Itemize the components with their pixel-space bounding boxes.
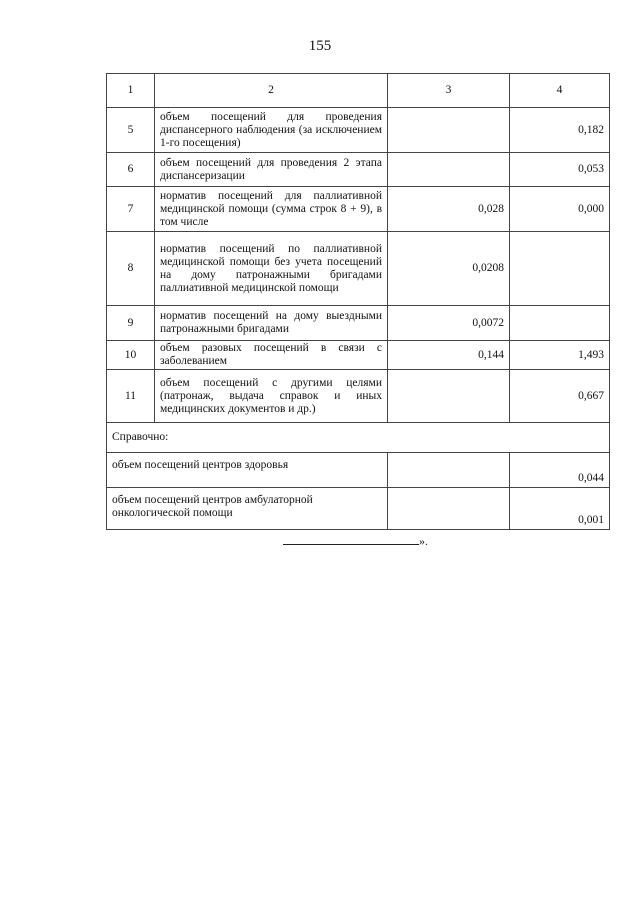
row-value-col4: 0,182 <box>510 108 610 153</box>
closing-line <box>283 534 428 549</box>
row-value-col3: 0,028 <box>388 187 510 232</box>
table-row <box>107 306 610 341</box>
row-value-col3 <box>388 153 510 187</box>
row-description: объем посещений для проведения диспансерного наблюдения (за исключением 1-го посещения) <box>155 108 388 153</box>
row-number: 6 <box>107 153 155 187</box>
row-number: 11 <box>107 370 155 423</box>
table-row <box>107 232 610 306</box>
table-row <box>107 341 610 370</box>
row-description: норматив посещений для паллиативной медицинской помощи (сумма строк 8 + 9), в том числе <box>155 187 388 232</box>
row-description: норматив посещений на дому выездными патронажными бригадами <box>155 306 388 341</box>
row-description: объем посещений для проведения 2 этапа диспансеризации <box>155 153 388 187</box>
reference-value-col3 <box>388 453 510 488</box>
row-number: 9 <box>107 306 155 341</box>
reference-value-col4: 0,044 <box>510 453 610 488</box>
reference-row <box>107 453 610 488</box>
row-value-col4: 0,667 <box>510 370 610 423</box>
header-cell-1: 1 <box>107 74 155 108</box>
reference-value-col3 <box>388 488 510 530</box>
reference-description: объем посещений центров амбулаторной онкологической помощи <box>107 488 388 530</box>
table-row <box>107 187 610 232</box>
table-row <box>107 153 610 187</box>
row-description: объем посещений с другими целями (патронаж, выдача справок и иных медицинских документов и др.) <box>155 370 388 423</box>
reference-description: объем посещений центров здоровья <box>107 453 388 488</box>
row-description: объем разовых посещений в связи с заболеванием <box>155 341 388 370</box>
row-value-col4: 1,493 <box>510 341 610 370</box>
reference-value-col4: 0,001 <box>510 488 610 530</box>
reference-label: Справочно: <box>107 423 610 453</box>
row-value-col4 <box>510 232 610 306</box>
closing-quote: ». <box>419 534 428 548</box>
row-description: норматив посещений по паллиативной медицинской помощи без учета посещений на дому патронажными бригадами паллиативной медицинской помощи <box>155 232 388 306</box>
row-number: 5 <box>107 108 155 153</box>
header-cell-2: 2 <box>155 74 388 108</box>
table-row <box>107 370 610 423</box>
row-number: 7 <box>107 187 155 232</box>
row-number: 10 <box>107 341 155 370</box>
signature-rule <box>283 535 419 545</box>
table-row <box>107 108 610 153</box>
row-number: 8 <box>107 232 155 306</box>
row-value-col4 <box>510 306 610 341</box>
row-value-col3: 0,0072 <box>388 306 510 341</box>
row-value-col3 <box>388 370 510 423</box>
reference-row <box>107 488 610 530</box>
row-value-col4: 0,053 <box>510 153 610 187</box>
row-value-col3: 0,0208 <box>388 232 510 306</box>
row-value-col3 <box>388 108 510 153</box>
row-value-col3: 0,144 <box>388 341 510 370</box>
row-value-col4: 0,000 <box>510 187 610 232</box>
header-cell-3: 3 <box>388 74 510 108</box>
data-table <box>106 73 610 530</box>
table-header-row <box>107 74 610 108</box>
reference-row <box>107 423 610 453</box>
page-number: 155 <box>308 38 332 54</box>
header-cell-4: 4 <box>510 74 610 108</box>
